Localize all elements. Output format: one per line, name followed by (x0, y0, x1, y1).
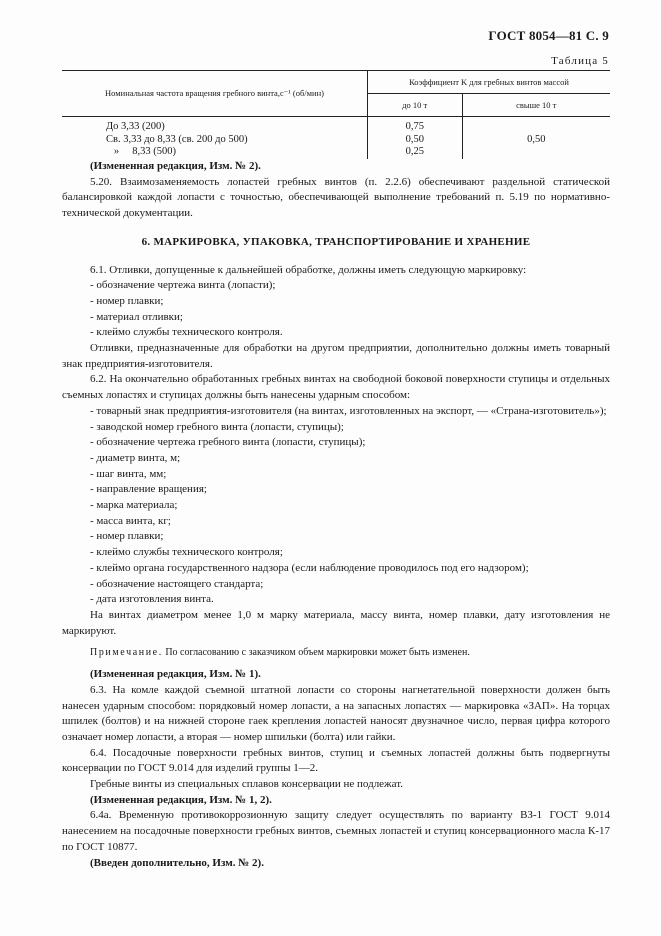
note-text: По согласованию с заказчиком объем маркировки может быть изменен. (165, 647, 470, 659)
section-title: 6. МАРКИРОВКА, УПАКОВКА, ТРАНСПОРТИРОВАНИЕ И ХРАНЕНИЕ (141, 235, 531, 248)
list-item: - клеймо службы технического контроля. (90, 326, 283, 339)
row-name: До 3,33 (200) (106, 121, 165, 132)
list-item: - номер плавки; (90, 530, 164, 543)
list-item: - диаметр винта, м; (90, 451, 181, 464)
paragraph-6-4a: 6.4а. Временную противокоррозионную защиту следует осуществлять по варианту ВЗ-1 ГОСТ 9.014 нанесением на посадочные поверхности гребных винтов, съемных лопастей и ступиц консервационного масла К-17 по ГОСТ 10877. (62, 809, 610, 853)
paragraph: На винтах диаметром менее 1,0 м марку материала, массу винта, номер плавки, дату изготовления не маркируют. (62, 608, 610, 637)
paragraph-6-3: 6.3. На комле каждой съемной штатной лопасти со стороны нагнетательной поверхности должен быть нанесен ударным способом: порядковый номер лопасти, а на запасных лопастях — маркировка «ЗАП». На торцах шпилек (болтов) и на нижней стороне гаек крепления лопастей наносят двузначное число, первая цифра которого означает номер лопасти, а вторая — номер шпильки (болта) или гайки. (62, 683, 610, 743)
paragraph-6-2: 6.2. На окончательно обработанных гребных винтах на свободной боковой поверхности ступицы и отдельных съемных лопастях и ступицах должны быть нанесены ударным способом: (62, 373, 610, 402)
row-value: 0,50 (405, 133, 424, 145)
list-item: - марка материала; (90, 499, 178, 512)
list-item: - клеймо службы технического контроля; (90, 546, 283, 559)
page-header: ГОСТ 8054—81 С. 9 (488, 28, 609, 43)
table-header-over-10t: свыше 10 т (462, 94, 610, 117)
row-name: Св. 3,33 до 8,33 (св. 200 до 500) (106, 133, 248, 145)
row-value: 0,25 (405, 146, 424, 157)
table-cell-frequencies (62, 117, 368, 159)
row-name: » 8,33 (500) (106, 146, 176, 157)
list-item: - шаг винта, мм; (90, 467, 167, 480)
paragraph-6-1: 6.1. Отливки, допущенные к дальнейшей обработке, должны иметь следующую маркировку: (90, 263, 527, 276)
amendment-note: (Измененная редакция, Изм. № 1). (90, 668, 261, 681)
list-item: - масса винта, кг; (90, 514, 171, 527)
table-cell-over-10t (462, 117, 610, 159)
table-header-coefficient: Коэффициент K для гребных винтов массой (368, 71, 611, 94)
body-text (62, 159, 610, 871)
row-value: 0,75 (405, 121, 424, 132)
note (62, 645, 610, 661)
paragraph-5-20: 5.20. Взаимозаменяемость лопастей гребных винтов (п. 2.2.6) обеспечивают раздельной статической балансировкой каждой лопасти с точностью, обеспечивающей выполнение требований п. 5.19 по нормативно-технической документации. (62, 175, 610, 220)
table-header-frequency: Номинальная частота вращения гребного винта,с⁻¹ (об/мин) (62, 71, 368, 117)
list-item: - номер плавки; (90, 294, 164, 307)
list-item: - клеймо органа государственного надзора (если наблюдение проводилось под его надзором); (90, 561, 529, 574)
paragraph-6-4: 6.4. Посадочные поверхности гребных винтов, ступиц и съемных лопастей должны быть подвергнуты консервации по ГОСТ 9.014 для изделий группы 1—2. (62, 746, 610, 775)
note-label: Примечание. (90, 647, 163, 659)
list-item: - заводской номер гребного винта (лопасти, ступицы); (90, 420, 344, 433)
paragraph: Гребные винты из специальных сплавов консервации не подлежат. (90, 778, 403, 791)
list-item: - направление вращения; (90, 483, 207, 496)
amendment-note: (Введен дополнительно, Изм. № 2). (90, 856, 264, 869)
table-header-up-to-10t: до 10 т (368, 94, 463, 117)
list-item: - товарный знак предприятия-изготовителя (на винтах, изготовленных на экспорт, — «Страна-изготовитель»); (90, 404, 607, 417)
paragraph: Отливки, предназначенные для обработки на другом предприятии, дополнительно должны иметь товарный знак предприятия-изготовителя. (62, 342, 610, 370)
list-item: - дата изготовления винта. (90, 593, 214, 606)
row-value: 0,50 (527, 133, 546, 145)
list-item: - обозначение настоящего стандарта; (90, 577, 264, 590)
amendment-note: (Измененная редакция, Изм. № 2). (90, 160, 261, 172)
table-row (62, 117, 610, 159)
list-item: - обозначение чертежа винта (лопасти); (90, 279, 276, 292)
amendment-note: (Измененная редакция, Изм. № 1, 2). (90, 793, 272, 806)
list-item: - материал отливки; (90, 310, 183, 323)
table-caption: Таблица 5 (551, 55, 609, 67)
table-cell-up-to-10t (368, 117, 463, 159)
list-item: - обозначение чертежа гребного винта (лопасти, ступицы); (90, 436, 366, 449)
coefficient-table (62, 70, 610, 159)
